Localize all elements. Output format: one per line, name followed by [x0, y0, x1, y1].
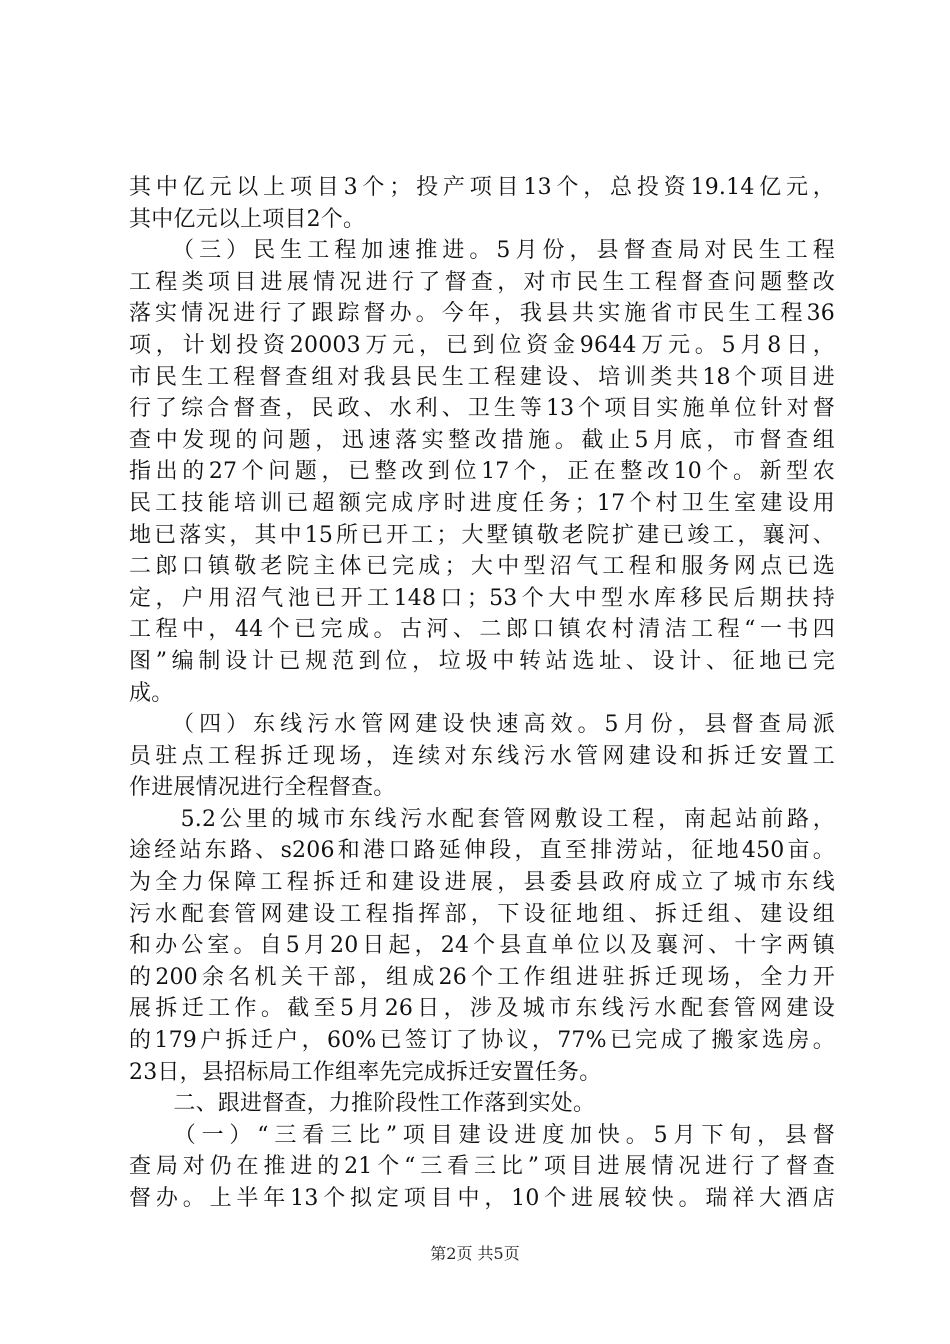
text-line: 途经站东路、s206和港口路延伸段，直至排涝站，征地450亩。	[129, 838, 835, 864]
text-line: 其中亿元以上项目2个。	[129, 206, 366, 232]
page-footer: 第2页 共5页	[430, 1244, 520, 1263]
text-line: 成。	[129, 680, 174, 706]
text-line: 工程中，44个已完成。古河、二郎口镇农村清洁工程“一书四	[129, 617, 835, 643]
text-line: 展拆迁工作。截至5月26日，涉及城市东线污水配套管网建设	[129, 996, 835, 1022]
text-line: 员驻点工程拆迁现场，连续对东线污水管网建设和拆迁安置工	[129, 743, 835, 769]
text-line: 市民生工程督查组对我县民生工程建设、培训类共18个项目进	[129, 364, 835, 390]
text-line: 二郎口镇敬老院主体已完成；大中型沼气工程和服务网点已选	[129, 554, 835, 580]
text-line: （一）“三看三比”项目建设进度加快。5月下旬，县督	[129, 1122, 835, 1148]
text-line: 行了综合督查，民政、水利、卫生等13个项目实施单位针对督	[129, 396, 835, 422]
text-line: 督办。上半年13个拟定项目中，10个进展较快。瑞祥大酒店	[129, 1186, 835, 1211]
text-line: 落实情况进行了跟踪督办。今年，我县共实施省市民生工程36	[129, 301, 835, 327]
text-line: 查局对仍在推进的21个“三看三比”项目进展情况进行了督查	[129, 1154, 835, 1180]
text-line: 指出的27个问题，已整改到位17个，正在整改10个。新型农	[129, 459, 835, 485]
text-line: 作进展情况进行全程督查。	[129, 775, 396, 801]
text-line: 地已落实，其中15所已开工；大墅镇敬老院扩建已竣工，襄河、	[129, 522, 835, 548]
text-line: 和办公室。自5月20日起，24个县直单位以及襄河、十字两镇	[129, 933, 835, 959]
text-line: 民工技能培训已超额完成序时进度任务；17个村卫生室建设用	[129, 490, 835, 516]
text-line: 定，户用沼气池已开工148口；53个大中型水库移民后期扶持	[129, 585, 835, 611]
text-line: 23日，县招标局工作组率先完成拆迁安置任务。	[129, 1059, 602, 1085]
text-line: 图”编制设计已规范到位，垃圾中转站选址、设计、征地已完	[129, 648, 835, 674]
text-line: 污水配套管网建设工程指挥部，下设征地组、拆迁组、建设组	[129, 901, 835, 927]
text-line: 查中发现的问题，迅速落实整改措施。截止5月底，市督查组	[129, 427, 835, 453]
text-line: 二、跟进督查，力推阶段性工作落到实处。	[129, 1091, 596, 1117]
text-line: 5.2公里的城市东线污水配套管网敷设工程，南起站前路，	[129, 806, 835, 832]
text-line: 的200余名机关干部，组成26个工作组进驻拆迁现场，全力开	[129, 964, 835, 990]
document-body	[129, 172, 835, 1215]
text-line: （三）民生工程加速推进。5月份，县督查局对民生工程	[129, 238, 835, 264]
text-line: 其中亿元以上项目3个；投产项目13个，总投资19.14亿元，	[129, 175, 835, 200]
text-line: （四）东线污水管网建设快速高效。5月份，县督查局派	[129, 712, 835, 738]
text-line: 的179户拆迁户，60%已签订了协议，77%已完成了搬家选房。	[129, 1028, 835, 1054]
text-line: 为全力保障工程拆迁和建设进展，县委县政府成立了城市东线	[129, 870, 835, 896]
text-line: 项，计划投资20003万元，已到位资金9644万元。5月8日，	[129, 332, 835, 358]
text-line: 工程类项目进展情况进行了督查，对市民生工程督查问题整改	[129, 269, 835, 295]
